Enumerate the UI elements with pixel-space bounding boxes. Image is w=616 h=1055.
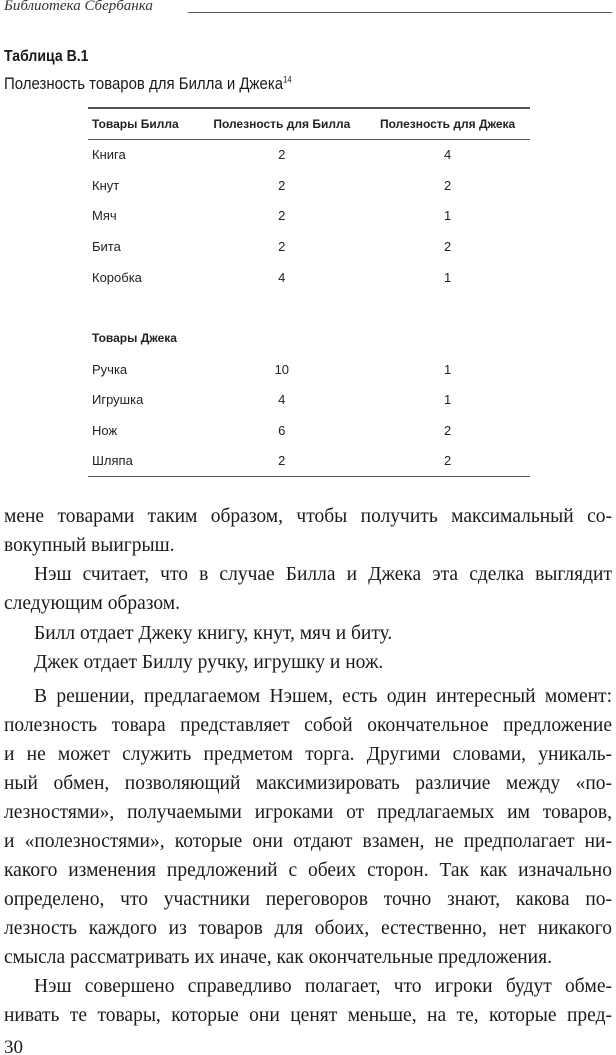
table-cell: 4: [278, 269, 286, 285]
table-cell: Книга: [92, 147, 126, 163]
table-cell: Кнут: [92, 177, 120, 193]
text-line: следующим образом.: [4, 593, 180, 614]
table-row: [88, 446, 530, 477]
table-cell: 4: [443, 147, 452, 163]
utility-table: [88, 107, 530, 477]
footnote-ref: 14: [283, 74, 292, 85]
table-row: [88, 200, 530, 231]
table-cell: Игрушка: [92, 392, 144, 408]
table-row: [88, 170, 530, 201]
table-cell: Бита: [92, 238, 121, 254]
table-cell: 1: [443, 269, 452, 285]
table-row: [88, 385, 530, 416]
table-cell: 2: [443, 238, 452, 254]
table-row: [88, 415, 530, 446]
table-cell: 2: [278, 208, 286, 224]
text-line: Нэш совершено справедливо полагает, что игроки будут обме-: [34, 976, 612, 997]
text-line: В решении, предлагаемом Нэшем, есть один интересный момент:: [34, 686, 612, 707]
table-cell: 1: [443, 361, 452, 377]
text-line: лезностями», получаемыми игроками от предлагаемых им товаров,: [4, 802, 612, 823]
header-rule: [188, 12, 612, 13]
col-header: Полезность для Билла: [198, 108, 365, 139]
page-number: 30: [4, 1037, 23, 1055]
table-cell: 1: [443, 208, 452, 224]
text-line: Джек отдает Биллу ручку, игрушку и нож.: [34, 652, 384, 673]
table-cell: 2: [278, 177, 286, 193]
text-line: мене товарами таким образом, чтобы получить максимальный со-: [4, 506, 612, 527]
table-cell: 10: [274, 361, 290, 377]
caption-text: Полезность товаров для Билла и Джека: [4, 74, 284, 93]
table-caption: [4, 74, 292, 94]
table-cell: Ручка: [92, 361, 128, 377]
text-line: лезность каждого из товаров для обоих, естественно, нет никакого: [4, 918, 612, 939]
text-line: полезность товара представляет собой окончательное предложение: [4, 715, 612, 736]
text-line: нивать те товары, которые они ценят меньше, на те, которые пред-: [4, 1005, 612, 1026]
table-cell: 4: [278, 392, 286, 408]
table-title: Таблица В.1: [4, 48, 89, 65]
group-header: Товары Джека: [92, 331, 177, 346]
text-line: ный обмен, позволяющий максимизировать различие между «по-: [4, 773, 612, 794]
table-row: [88, 354, 530, 385]
table-cell: 2: [278, 147, 286, 163]
text-line: Билл отдает Джеку книгу, кнут, мяч и биту.: [34, 623, 393, 644]
text-line: смысла рассматривать их иначе, как окончательные предложения.: [4, 947, 552, 968]
text-line: вокупный выигрыш.: [4, 535, 175, 556]
body-text: [4, 505, 612, 1033]
table-row: [88, 262, 530, 293]
table-cell: 6: [278, 423, 286, 439]
table-cell: 2: [278, 238, 286, 254]
table-cell: Нож: [92, 423, 118, 439]
text-line: и не может служить предметом торга. Другими словами, уникаль-: [4, 744, 612, 765]
col-header: Полезность для Джека: [365, 108, 530, 139]
table-row: [88, 139, 530, 170]
table-row: [88, 231, 530, 262]
table-cell: Шляпа: [92, 453, 133, 469]
table-cell: 2: [443, 453, 452, 469]
table-cell: 1: [443, 392, 452, 408]
table-cell: Коробка: [92, 269, 142, 285]
text-line: Нэш считает, что в случае Билла и Джека эта сделка выглядит: [34, 564, 612, 585]
text-line: определено, что участники переговоров точно знают, какова по-: [4, 889, 612, 910]
table-cell: 2: [443, 177, 452, 193]
text-line: и «полезностями», которые они отдают взамен, не предполагает ни-: [4, 831, 612, 852]
text-line: какого изменения предложений с обеих сторон. Так как изначально: [4, 860, 612, 881]
running-title: Библиотека Сбербанка: [4, 0, 153, 14]
table-cell: 2: [443, 423, 452, 439]
col-header: Товары Билла: [88, 108, 198, 139]
table-cell: Мяч: [92, 208, 117, 224]
spacer-row: [88, 292, 530, 323]
table-cell: 2: [278, 453, 286, 469]
